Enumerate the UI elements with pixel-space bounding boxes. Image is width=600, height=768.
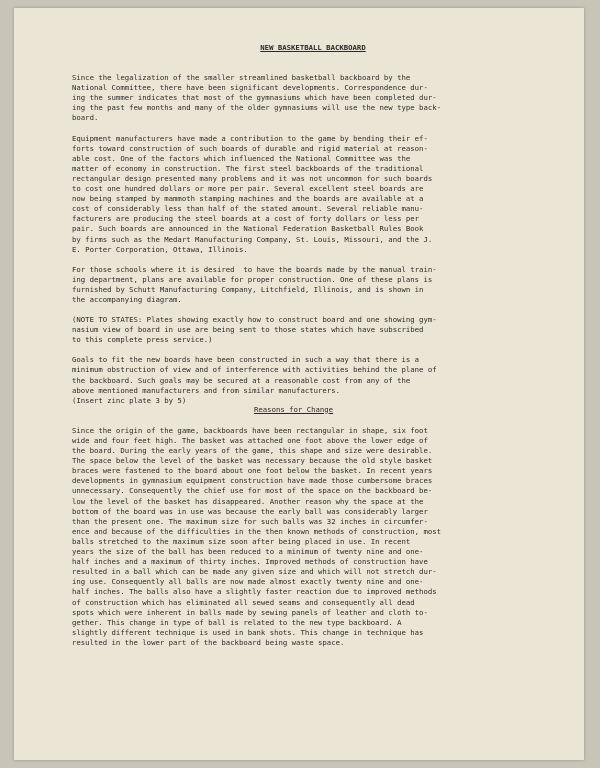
text-line: ing the past few months and many of the older gymnasiums will use the new type back- xyxy=(72,103,442,113)
text-line: furnished by Schutt Manufacturing Company, Litchfield, Illinois, and is shown in xyxy=(72,284,424,294)
text-line: board. xyxy=(72,113,99,123)
text-line: ing the summer indicates that most of the gymnasiums which have been completed dur- xyxy=(72,93,437,103)
text-line: to cost one hundred dollars or more per pair. Several excellent steel boards are xyxy=(72,184,424,194)
text-line: Since the legalization of the smaller streamlined basketball backboard by the xyxy=(72,73,411,83)
text-line: developments in gymnasium equipment construction have made those cumbersome braces xyxy=(72,476,433,486)
text-line: nasium view of board in use are being sent to those states which have subscribed xyxy=(72,325,424,335)
text-line: braces were fastened to the board about one foot below the basket. In recent years xyxy=(72,466,433,476)
text-line: by firms such as the Medart Manufacturing Company, St. Louis, Missouri, and the J. xyxy=(72,234,433,244)
text-line: half inches and a maximum of thirty inches. Improved methods of construction have xyxy=(72,557,428,567)
text-line: spots which were inherent in balls made by sewing panels of leather and cloth to- xyxy=(72,607,428,617)
section-heading: Reasons for Change xyxy=(254,404,334,414)
document-title: NEW BASKETBALL BACKBOARD xyxy=(260,43,366,52)
text-line: Since the origin of the game, backboards have been rectangular in shape, six foot xyxy=(72,425,428,435)
text-line: low the level of the basket has disappeared. Another reason why the space at the xyxy=(72,496,424,506)
text-line: of construction which has eliminated all sewed seams and consequently all dead xyxy=(72,597,415,607)
text-line: For those schools where it is desired to have the boards made by the manual train- xyxy=(72,264,437,274)
text-line: National Committee, there have been significant developments. Correspondence dur- xyxy=(72,83,428,93)
text-line: ence and because of the difficulties in the then known methods of construction, most xyxy=(72,526,442,536)
text-line: forts toward construction of such boards of durable and rigid material at reason- xyxy=(72,143,428,153)
text-line: to this complete press service.) xyxy=(72,335,213,345)
text-line: Equipment manufacturers have made a contribution to the game by bending their ef- xyxy=(72,133,428,143)
paragraph-note xyxy=(72,315,554,345)
text-line: the accompanying diagram. xyxy=(72,294,182,304)
text-line: now being stamped by mammoth stamping machines and the boards are available at a xyxy=(72,194,424,204)
document-body xyxy=(72,43,554,658)
text-line: able cost. One of the factors which influenced the National Committee was the xyxy=(72,153,411,163)
text-line: resulted in the lower part of the backboard being waste space. xyxy=(72,637,345,647)
text-line: than the present one. The maximum size for such balls was 32 inches in circumfer- xyxy=(72,516,428,526)
text-line: wide and four feet high. The basket was attached one foot above the lower edge of xyxy=(72,436,428,445)
text-line: above mentioned manufacturers and from similar manufacturers. xyxy=(72,385,340,395)
text-line: bottom of the board was in use was because the early ball was considerably larger xyxy=(72,506,428,516)
text-line: E. Porter Corporation, Ottawa, Illinois. xyxy=(72,244,248,254)
text-line: balls stretched to the maximum size soon after being placed in use. In recent xyxy=(72,536,411,546)
text-line: pair. Such boards are announced in the National Federation Basketball Rules Book xyxy=(72,224,424,234)
text-line: facturers are producing the steel boards at a cost of forty dollars or less per xyxy=(72,214,420,224)
paper-sheet xyxy=(14,8,584,760)
text-line: ing use. Consequently all balls are now made almost exactly twenty nine and one- xyxy=(72,577,424,587)
text-line: years the size of the ball has been reduced to a minimum of twenty nine and one- xyxy=(72,547,424,557)
text-line: half inches. The balls also have a slightly faster reaction due to improved methods xyxy=(72,587,437,597)
text-line: cost of considerably less than half of the stated amount. Several reliable manu- xyxy=(72,204,424,214)
text-line: resulted in a ball which can be made any given size and which will not stretch dur- xyxy=(72,567,437,577)
text-line: matter of economy in construction. The first steel backboards of the traditional xyxy=(72,163,424,173)
text-line: gether. This change in type of ball is related to the new type backboard. A xyxy=(72,617,402,627)
text-line: unnecessary. Consequently the chief use for most of the space on the backboard be- xyxy=(72,486,433,496)
text-line: Goals to fit the new boards have been constructed in such a way that there is a xyxy=(72,355,420,365)
paragraph-manufacturers xyxy=(72,134,554,255)
text-line: the board. During the early years of the game, this shape and size were desirable. xyxy=(72,446,433,456)
paragraph-intro xyxy=(72,73,554,123)
text-line: the backboard. Such goals may be secured at a reasonable cost from any of the xyxy=(72,375,411,385)
text-line: (Insert zinc plate 3 by 5) xyxy=(72,395,187,405)
paragraph-goals xyxy=(72,355,554,405)
paragraph-reasons xyxy=(72,426,554,648)
text-line: rectangular design presented many problems and it was not uncommon for such boards xyxy=(72,173,433,183)
paragraph-schools xyxy=(72,265,554,305)
text-line: slightly different technique is used in bank shots. This change in technique has xyxy=(72,627,424,637)
text-line: minimum obstruction of view and of interference with activities behind the plane of xyxy=(72,365,437,375)
text-line: (NOTE TO STATES: Plates showing exactly how to construct board and one showing gym- xyxy=(72,315,437,325)
text-line: The space below the level of the basket was necessary because the old style basket xyxy=(72,456,433,466)
text-line: ing department, plans are available for proper construction. One of these plans is xyxy=(72,274,433,284)
